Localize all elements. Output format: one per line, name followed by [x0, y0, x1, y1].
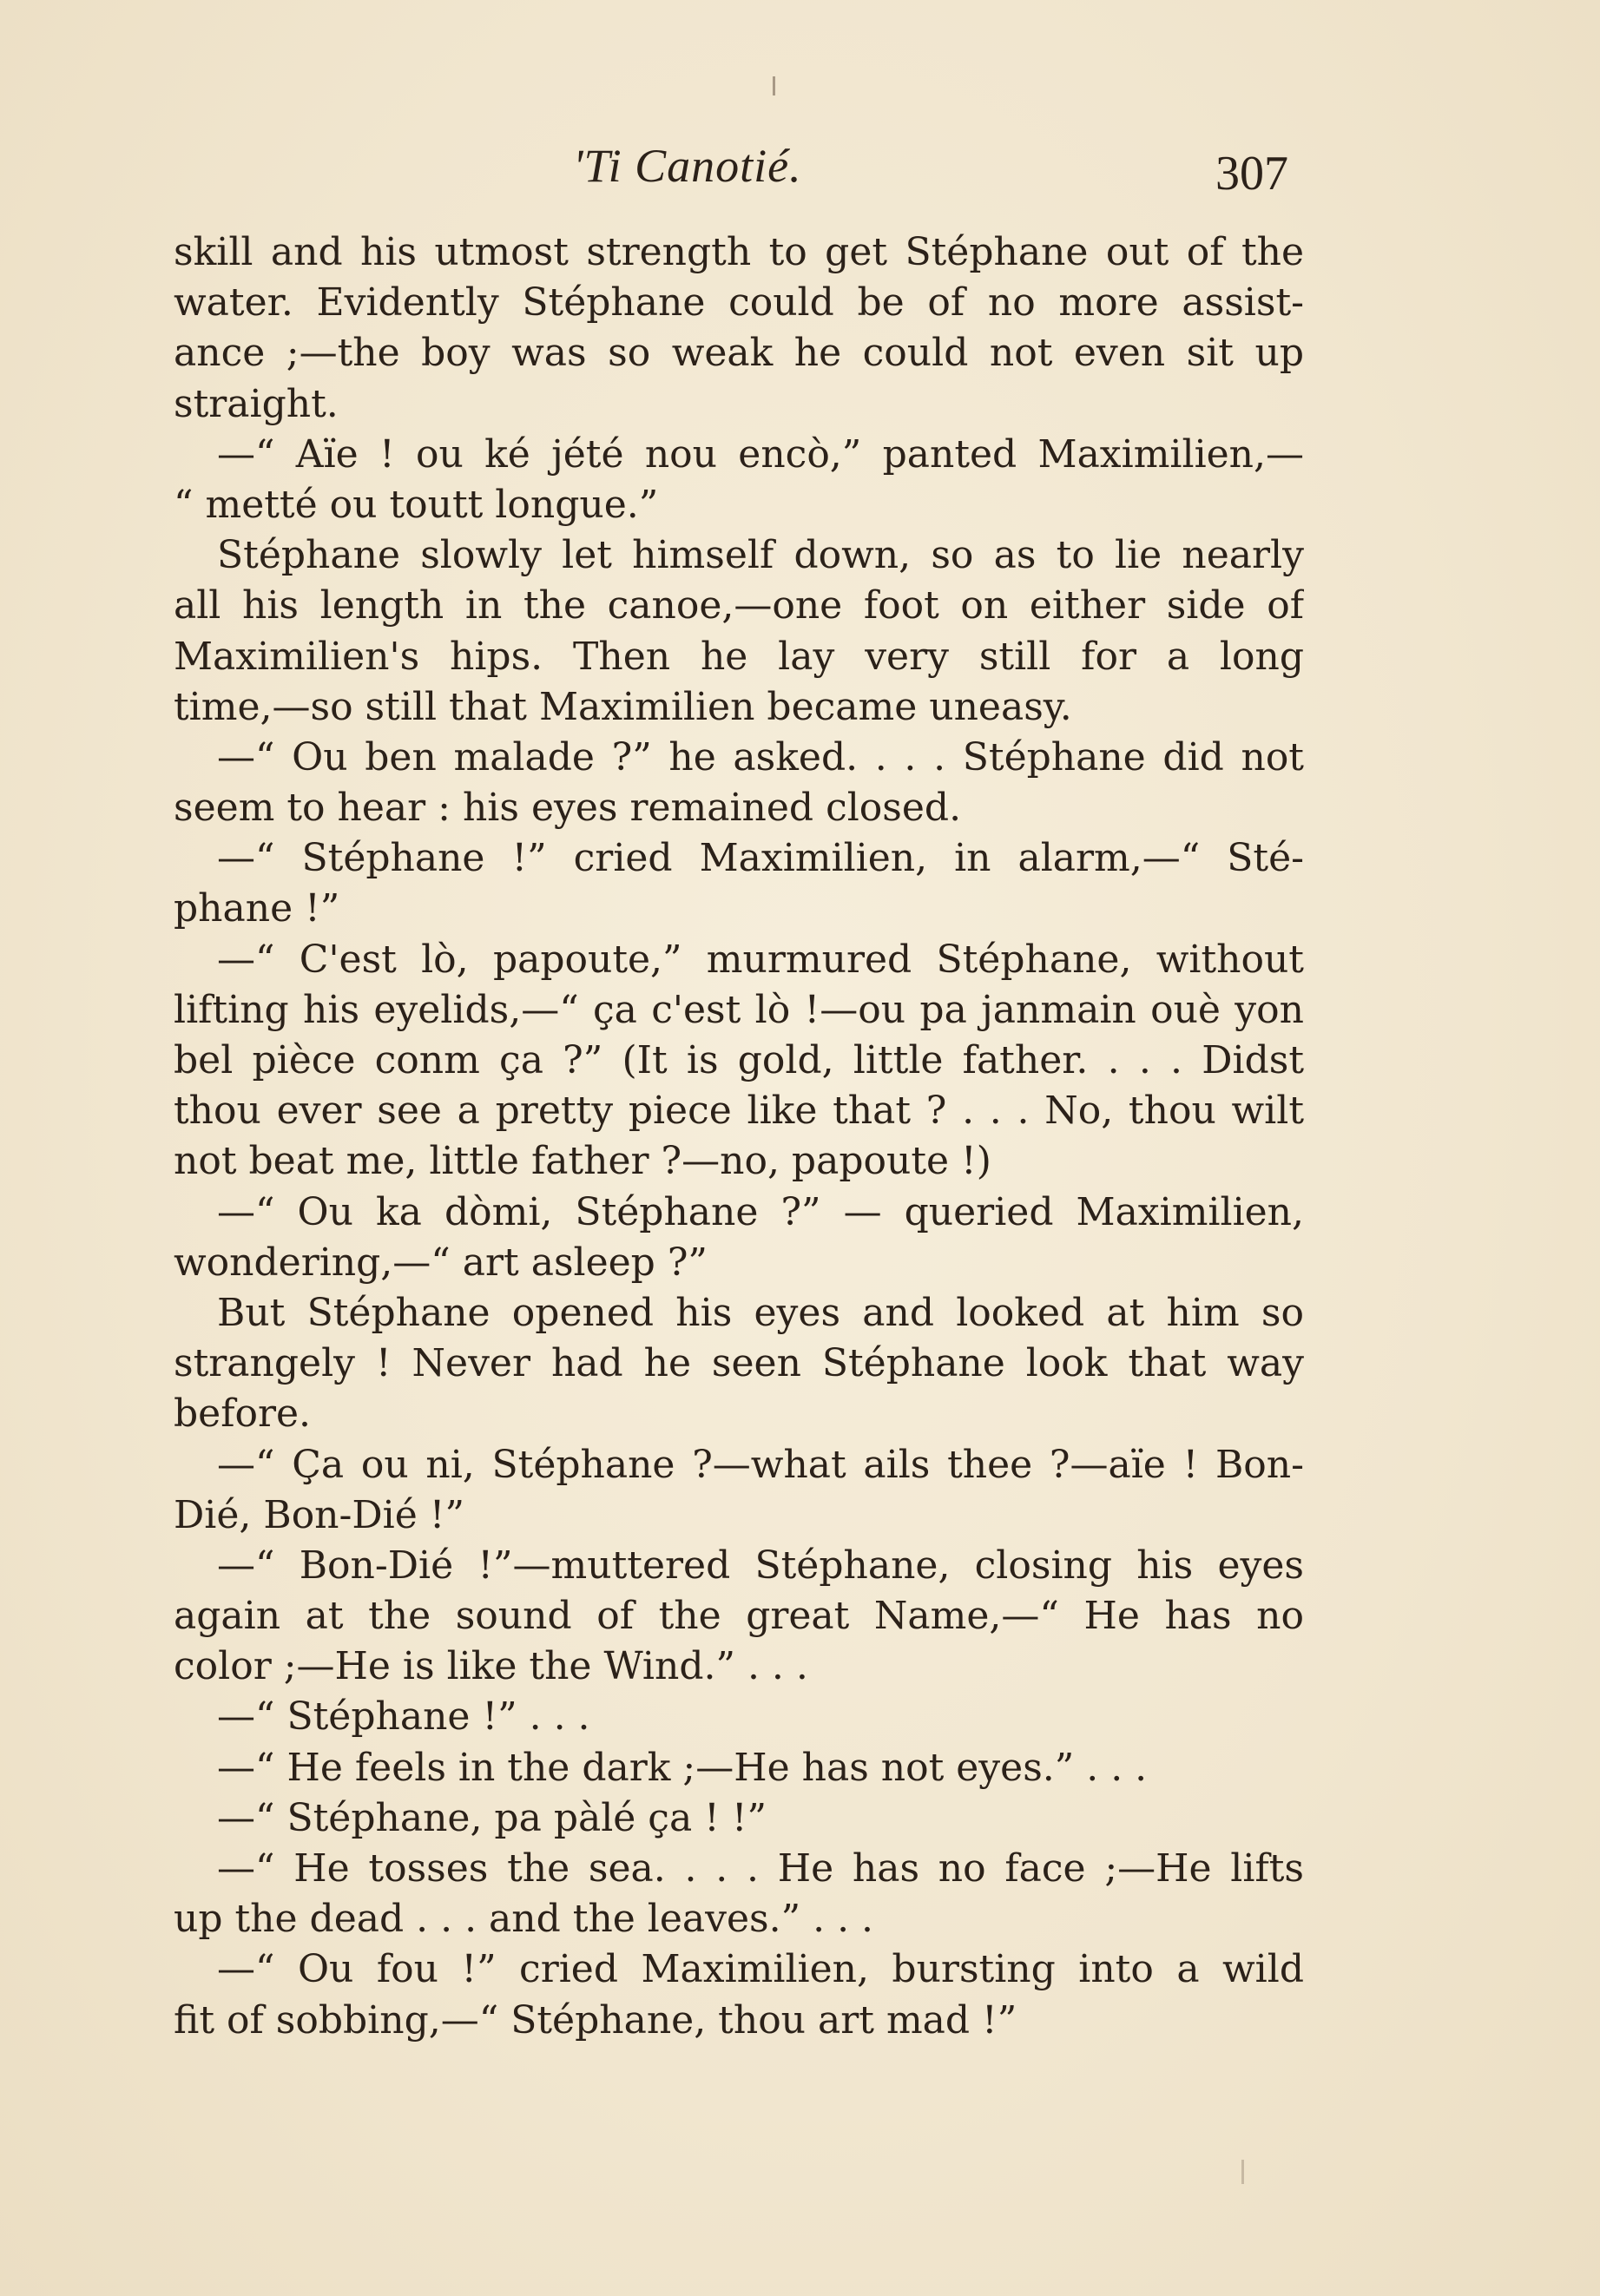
text-line: —“ Aïe ! ou ké jété nou encò,” panted Maximilien,—: [217, 431, 1304, 477]
text-line: skill and his utmost strength to get Stéphane out of the: [174, 230, 1304, 274]
body-text: [174, 227, 1304, 2046]
page-number: 307: [1215, 147, 1288, 201]
text-line: —“ He tosses the sea. . . . He has no face ;—He lifts: [217, 1846, 1304, 1891]
text-line: up the dead . . . and the leaves.” . . .: [174, 1897, 874, 1942]
text-line: all his length in the canoe,—one foot on either side of: [174, 583, 1304, 628]
text-line: But Stéphane opened his eyes and looked at him so: [217, 1290, 1304, 1335]
text-line: “ metté ou toutt longue.”: [174, 482, 659, 527]
text-line: ance ;—the boy was so weak he could not even sit up: [174, 331, 1304, 376]
text-line: fit of sobbing,—“ Stéphane, thou art mad !”: [174, 1997, 1017, 2043]
text-line: —“ Ou ka dòmi, Stéphane ?” — queried Maximilien,: [217, 1189, 1304, 1234]
text-line: phane !”: [174, 886, 340, 931]
text-line: wondering,—“ art asleep ?”: [174, 1240, 708, 1285]
paper-speck: [773, 76, 775, 95]
text-line: —“ Ou fou !” cried Maximilien, bursting into a wild: [217, 1947, 1304, 1992]
text-line: before.: [174, 1391, 312, 1437]
text-line: again at the sound of the great Name,—“ He has no: [174, 1594, 1304, 1639]
text-line: —“ He feels in the dark ;—He has not eyes.” . . .: [217, 1745, 1148, 1790]
paper-speck: [1241, 2160, 1244, 2184]
text-line: —“ Ou ben malade ?” he asked. . . . Stéphane did not: [217, 734, 1304, 780]
text-line: Maximilien's hips. Then he lay very still for a long: [174, 634, 1304, 679]
text-line: —“ Ça ou ni, Stéphane ?—what ails thee ?—aïe ! Bon-: [217, 1442, 1304, 1487]
text-line: water. Evidently Stéphane could be of no more assist-: [174, 280, 1304, 326]
text-line: not beat me, little father ?—no, papoute !): [174, 1139, 991, 1184]
text-line: seem to hear : his eyes remained closed.: [174, 786, 962, 831]
text-line: straight.: [174, 381, 339, 426]
text-line: bel pièce conm ça ?” (It is gold, little father. . . . Didst: [174, 1038, 1304, 1082]
text-line: —“ C'est lò, papoute,” murmured Stéphane, without: [217, 937, 1304, 982]
text-line: lifting his eyelids,—“ ça c'est lò !—ou pa janmain ouè yon: [174, 987, 1304, 1032]
text-line: Dié, Bon-Dié !”: [174, 1492, 464, 1537]
text-line: color ;—He is like the Wind.” . . .: [174, 1644, 808, 1689]
text-line: Stéphane slowly let himself down, so as to lie nearly: [217, 533, 1304, 578]
text-line: strangely ! Never had he seen Stéphane look that way: [174, 1341, 1304, 1386]
text-line: —“ Stéphane !” . . .: [217, 1694, 590, 1740]
page-header: [0, 130, 1600, 200]
text-line: —“ Stéphane !” cried Maximilien, in alarm,—“ Sté-: [217, 836, 1304, 881]
text-line: —“ Bon-Dié !”—muttered Stéphane, closing his eyes: [217, 1543, 1304, 1588]
text-line: —“ Stéphane, pa pàlé ça ! !”: [217, 1795, 767, 1840]
text-line: time,—so still that Maximilien became uneasy.: [174, 684, 1072, 729]
running-title: 'Ti Canotié.: [573, 140, 802, 192]
text-line: thou ever see a pretty piece like that ? . . . No, thou wilt: [174, 1089, 1304, 1134]
